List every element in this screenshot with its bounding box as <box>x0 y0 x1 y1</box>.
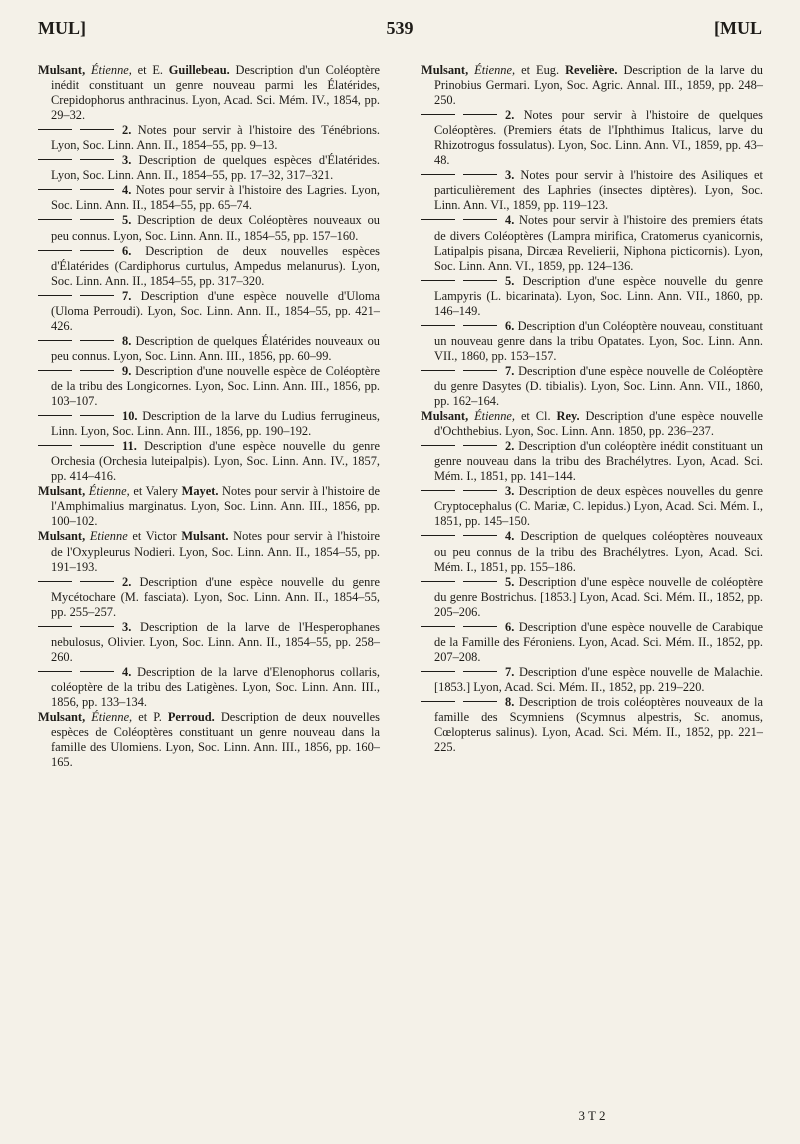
author-given-name: Étienne, <box>474 63 516 77</box>
entry-number: 2. <box>505 108 515 123</box>
entry-text: Description d'un Coléoptère inédit constituant un genre nouveau parmi les Élatérides, Crepidophorus anthracinus. Lyon, Acad. Sci. Mém. IV., 1854, pp. 29–32. <box>51 63 380 123</box>
entry-text: Description d'une espèce nouvelle du genre Lampyris (L. bicarinata). Lyon, Soc. Linn. Ann. VII., 1860, pp. 146–149. <box>434 273 763 318</box>
entry-text: Notes pour servir à l'histoire des Lagries. Lyon, Soc. Linn. Ann. II., 1854–55, pp. 65–74. <box>51 183 380 213</box>
entry-number: 11. <box>122 439 137 454</box>
ditto-dash <box>421 445 455 446</box>
entry-text: Description de deux nouvelles espèces de Coléoptères constituant un genre nouveau dans la famille des Ulomiens. Lyon, Soc. Linn. Ann. III., 1856, pp. 160–165. <box>51 710 381 770</box>
author-name: Mulsant, <box>38 710 86 725</box>
continuation-entry <box>421 439 763 484</box>
continuation-entry <box>38 409 380 439</box>
entry-text: Description de deux Coléoptères nouveaux ou peu connus. Lyon, Soc. Linn. Ann. II., 1854–55, pp. 157–160. <box>51 213 380 243</box>
continuation-entry <box>38 439 380 484</box>
author-given-name: Étienne, <box>91 710 133 725</box>
continuation-entry <box>421 319 763 364</box>
ditto-dash <box>38 189 72 190</box>
entry-number: 8. <box>505 694 515 709</box>
ditto-dash <box>421 671 455 672</box>
continuation-entry <box>38 123 380 153</box>
entry-text: Description de deux nouvelles espèces d'Élatérides (Cardiphorus curtulus, Ampedus melanurus). Lyon, Soc. Linn. Ann. II., 1854–55, pp. 317–320. <box>51 243 380 288</box>
ditto-dash <box>80 370 114 371</box>
ditto-dash <box>38 159 72 160</box>
entry-number: 2. <box>505 439 515 454</box>
continuation-entry <box>38 289 380 334</box>
ditto-dash <box>463 490 497 491</box>
ditto-dash <box>421 581 455 582</box>
coauthor-name: Perroud. <box>167 710 215 725</box>
ditto-dash <box>38 626 72 627</box>
ditto-dash <box>38 219 72 220</box>
entry-text: Notes pour servir à l'histoire de quelques Coléoptères. (Premiers états de l'Iphthimus Italicus, larve du Rhizotrogus fossulatus). Lyon, Soc. Linn. Ann. VI., 1859, pp. 43–48. <box>434 108 763 168</box>
entry-number: 4. <box>505 213 515 228</box>
ditto-dash <box>38 340 72 341</box>
author-name: Mulsant, <box>38 63 86 77</box>
entry-number: 6. <box>505 619 515 634</box>
author-given-name: Etienne <box>89 529 128 544</box>
ditto-dash <box>80 671 114 672</box>
author-name: Mulsant, <box>421 409 469 424</box>
coauthor-prefix: et E. <box>137 63 164 77</box>
entry-text: Notes pour servir à l'histoire des Ténébrions. Lyon, Soc. Linn. Ann. II., 1854–55, pp. 9–13. <box>51 123 380 153</box>
left-column <box>38 63 380 770</box>
entry-text: Description d'un coléoptère inédit constituant un genre nouveau dans la tribu des Brachélytres. Lyon, Acad. Sci. Mém. I., 1851, pp. 141–144. <box>434 439 763 484</box>
entry-number: 3. <box>122 619 132 634</box>
ditto-dash <box>463 671 497 672</box>
author-entry <box>38 484 380 529</box>
ditto-dash <box>463 114 497 115</box>
ditto-dash <box>463 219 497 220</box>
ditto-dash <box>80 250 114 251</box>
continuation-entry <box>38 364 380 409</box>
entry-text: Description de quelques espèces d'Élatérides. Lyon, Soc. Linn. Ann. II., 1854–55, pp. 17–32, 317–321. <box>51 153 380 183</box>
entry-number: 3. <box>505 168 515 183</box>
entry-number: 4. <box>122 664 132 679</box>
ditto-dash <box>80 129 114 130</box>
entry-text: Notes pour servir à l'histoire de l'Oxypleurus Nodieri. Lyon, Soc. Linn. Ann. II., 1854–55, pp. 191–193. <box>51 529 380 574</box>
continuation-entry <box>421 575 763 620</box>
ditto-dash <box>80 295 114 296</box>
ditto-dash <box>80 581 114 582</box>
continuation-entry <box>421 213 763 273</box>
continuation-entry <box>421 484 763 529</box>
entry-number: 7. <box>505 363 515 378</box>
ditto-dash <box>38 415 72 416</box>
signature-mark: 3 T 2 <box>578 1108 606 1123</box>
author-name: Mulsant, <box>38 484 86 499</box>
continuation-entry <box>421 364 763 409</box>
ditto-dash <box>463 626 497 627</box>
ditto-dash <box>38 295 72 296</box>
ditto-dash <box>80 415 114 416</box>
ditto-dash <box>38 671 72 672</box>
entry-text: Description d'une espèce nouvelle du genre Orchesia (Orchesia luteipalpis). Lyon, Soc. Linn. Ann. IV., 1857, pp. 414–416. <box>51 439 380 484</box>
entry-number: 7. <box>122 288 132 303</box>
continuation-entry <box>38 620 380 665</box>
entry-text: Notes pour servir à l'histoire de l'Amphimalius marginatus. Lyon, Soc. Linn. Ann. III., 1856, pp. 100–102. <box>51 484 380 529</box>
ditto-dash <box>421 626 455 627</box>
coauthor-name: Mulsant. <box>181 529 229 544</box>
continuation-entry <box>421 108 763 168</box>
entry-text: Description d'une espèce nouvelle d'Ochthebius. Lyon, Soc. Linn. Ann. 1850, pp. 236–237. <box>434 409 763 439</box>
entry-text: Notes pour servir à l'histoire des Asiliques et particulièrement des Laphries (insectes diptères). Lyon, Soc. Linn. Ann. VI., 1859, pp. 119–123. <box>434 168 763 213</box>
continuation-entry <box>421 274 763 319</box>
entry-text: Description d'une espèce nouvelle de Malachie. [1853.] Lyon, Acad. Sci. Mém. II., 1852, pp. 219–220. <box>434 664 763 694</box>
ditto-dash <box>80 159 114 160</box>
ditto-dash <box>421 174 455 175</box>
author-entry <box>38 710 380 770</box>
entry-text: Description d'une espèce nouvelle du genre Mycétochare (M. fasciata). Lyon, Soc. Linn. Ann. II., 1854–55, pp. 255–257. <box>51 574 380 619</box>
entry-number: 5. <box>122 213 132 228</box>
ditto-dash <box>421 370 455 371</box>
ditto-dash <box>38 129 72 130</box>
entry-number: 4. <box>122 183 132 198</box>
entry-text: Notes pour servir à l'histoire des premiers états de divers Coléoptères (Lampra mirifica, Cratomerus cyanicornis, Latipalpis pisana, Dircæa Revelierii, Niphona picticornis). Lyon, Soc. Linn. Ann. VI., 1859, pp. 124–136. <box>434 213 763 273</box>
continuation-entry <box>421 168 763 213</box>
entry-text: Description de deux espèces nouvelles du genre Cryptocephalus (C. Mariæ, C. lepidus.) Lyon, Acad. Sci. Mém. I., 1851, pp. 145–150. <box>434 484 763 529</box>
ditto-dash <box>463 535 497 536</box>
ditto-dash <box>421 535 455 536</box>
entry-number: 2. <box>122 574 132 589</box>
ditto-dash <box>463 174 497 175</box>
coauthor-prefix: et Victor <box>132 529 177 544</box>
author-entry <box>38 529 380 574</box>
continuation-entry <box>38 665 380 710</box>
author-entry <box>421 409 763 439</box>
entry-number: 5. <box>505 273 515 288</box>
ditto-dash <box>463 280 497 281</box>
continuation-entry <box>38 183 380 213</box>
ditto-dash <box>80 626 114 627</box>
continuation-entry <box>38 153 380 183</box>
author-given-name: Étienne, <box>474 409 516 424</box>
ditto-dash <box>421 114 455 115</box>
entry-number: 3. <box>122 153 132 168</box>
ditto-dash <box>421 701 455 702</box>
ditto-dash <box>463 370 497 371</box>
ditto-dash <box>38 370 72 371</box>
entry-text: Description de quelques Élatérides nouveaux ou peu connus. Lyon, Soc. Linn. Ann. III., 1856, pp. 60–99. <box>51 333 380 363</box>
ditto-dash <box>80 219 114 220</box>
entry-text: Description de la larve du Prinobius Germari. Lyon, Soc. Agric. Annal. III., 1859, pp. 248–250. <box>434 63 763 108</box>
ditto-dash <box>38 250 72 251</box>
ditto-dash <box>421 490 455 491</box>
entry-text: Description de la larve du Ludius ferrugineus, Linn. Lyon, Soc. Linn. Ann. III., 1856, pp. 190–192. <box>51 409 380 439</box>
author-name: Mulsant, <box>421 63 469 77</box>
ditto-dash <box>421 280 455 281</box>
continuation-entry <box>38 334 380 364</box>
entry-text: Description de quelques coléoptères nouveaux ou peu connus de la tribu des Brachélytres. Lyon, Acad. Sci. Mém. I., 1851, pp. 155–186. <box>434 529 763 574</box>
right-column <box>421 63 763 755</box>
ditto-dash <box>421 219 455 220</box>
continuation-entry <box>38 575 380 620</box>
ditto-dash <box>463 325 497 326</box>
entry-number: 3. <box>505 484 515 499</box>
continuation-entry <box>421 620 763 665</box>
entry-text: Description de la larve d'Elenophorus collaris, coléoptère de la tribu des Latigènes. Lyon, Soc. Linn. Ann. III., 1856, pp. 133–134. <box>51 664 380 709</box>
continuation-entry <box>421 695 763 755</box>
ditto-dash <box>38 581 72 582</box>
ditto-dash <box>80 340 114 341</box>
coauthor-prefix: et Valery <box>133 484 179 499</box>
coauthor-name: Revelière. <box>565 63 618 77</box>
entry-text: Description d'un Coléoptère nouveau, constituant un nouveau genre dans la tribu Opatates. Lyon, Soc. Linn. Ann. VII., 1860, pp. 153–157. <box>434 318 763 363</box>
entry-number: 4. <box>505 529 515 544</box>
coauthor-prefix: et Cl. <box>520 409 551 424</box>
continuation-entry <box>421 529 763 574</box>
coauthor-name: Rey. <box>556 409 580 424</box>
ditto-dash <box>463 445 497 446</box>
author-given-name: Étienne, <box>90 63 132 77</box>
coauthor-name: Mayet. <box>181 484 219 499</box>
header-left-mark: MUL] <box>38 18 86 38</box>
continuation-entry <box>38 244 380 289</box>
ditto-dash <box>463 581 497 582</box>
entry-number: 2. <box>122 123 132 138</box>
page-number: 539 <box>386 18 414 38</box>
author-entry <box>421 63 763 108</box>
ditto-dash <box>421 325 455 326</box>
ditto-dash <box>38 445 72 446</box>
entry-number: 5. <box>505 574 515 589</box>
coauthor-prefix: et P. <box>138 710 162 725</box>
author-entry <box>38 63 380 123</box>
entry-text: Description d'une nouvelle espèce de Coléoptère de la tribu des Longicornes. Lyon, Soc. Linn. Ann. III., 1856, pp. 103–107. <box>51 363 380 409</box>
ditto-dash <box>463 701 497 702</box>
entry-text: Description d'une espèce nouvelle de Carabique de la Famille des Féroniens. Lyon, Acad. Sci. Mém. II., 1852, pp. 207–208. <box>434 619 763 664</box>
author-name: Mulsant, <box>38 529 86 544</box>
author-given-name: Étienne, <box>88 484 130 499</box>
entry-text: Description de trois coléoptères nouveaux de la famille des Scymniens (Scymnus alpestris, Sc. anomus, Cœlopterus salinus). Lyon, Acad. Sci. Mém. II., 1852, pp. 221–225. <box>434 694 763 755</box>
page-header <box>38 18 762 42</box>
header-right-mark: [MUL <box>714 18 762 38</box>
entry-text: Description d'une espèce nouvelle d'Uloma (Uloma Perroudi). Lyon, Soc. Linn. Ann. II., 1854–55, pp. 421–426. <box>51 288 380 333</box>
entry-text: Description de la larve de l'Hesperophanes nebulosus, Olivier. Lyon, Soc. Linn. Ann. II., 1854–55, pp. 258–260. <box>51 619 380 664</box>
entry-text: Description d'une espèce nouvelle de Coléoptère du genre Dasytes (D. tibialis). Lyon, Soc. Linn. Ann. VII., 1860, pp. 162–164. <box>434 363 763 409</box>
ditto-dash <box>80 189 114 190</box>
entry-text: Description d'une espèce nouvelle de coléoptère du genre Bostrichus. [1853.] Lyon, Acad. Sci. Mém. II., 1852, pp. 205–206. <box>434 574 763 619</box>
continuation-entry <box>421 665 763 695</box>
entry-number: 8. <box>122 333 132 348</box>
continuation-entry <box>38 213 380 243</box>
coauthor-name: Guillebeau. <box>168 63 230 77</box>
entry-number: 7. <box>505 664 515 679</box>
entry-number: 6. <box>505 318 515 333</box>
ditto-dash <box>80 445 114 446</box>
entry-number: 6. <box>122 243 132 258</box>
entry-number: 9. <box>122 363 132 378</box>
entry-number: 10. <box>122 409 138 424</box>
coauthor-prefix: et Eug. <box>521 63 560 77</box>
